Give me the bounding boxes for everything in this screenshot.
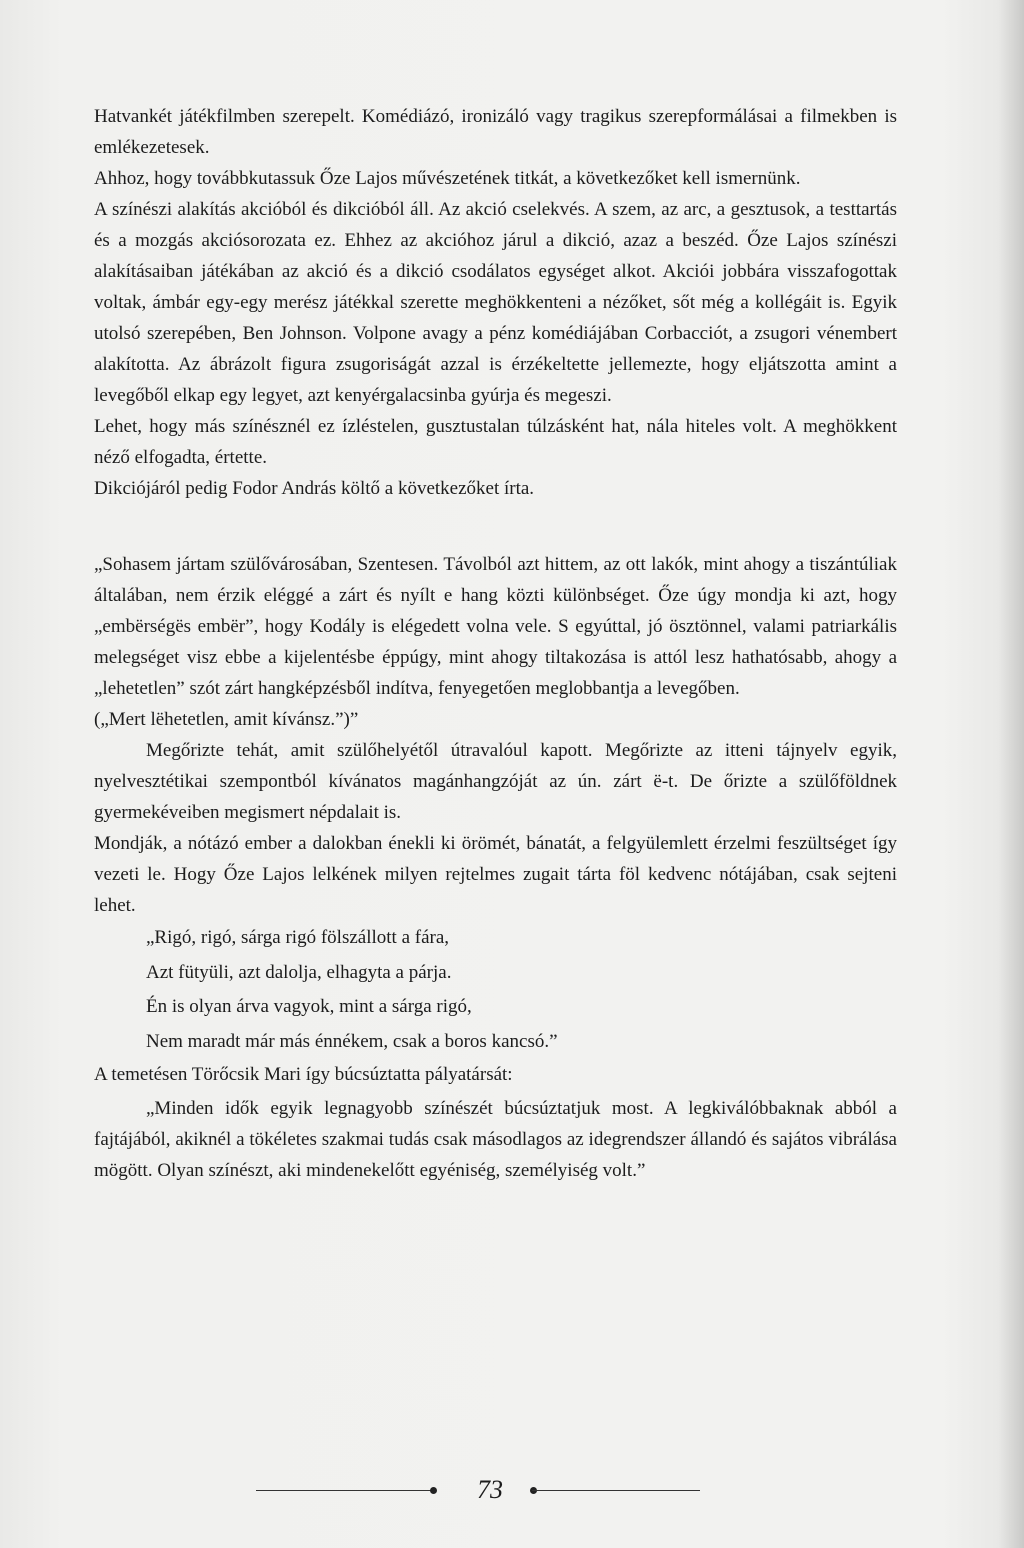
paragraph-6: Megőrizte tehát, amit szülőhelyétől útravalóul kapott. Megőrizte az itteni tájnyelv egyik, nyelvesztétikai szempontból kívánatos magánhangzóját az ún. zárt ë-t. De őrizte a szülőföldnek gyermekéveiben megismert népdalait is. xyxy=(94,740,897,823)
quotation-fodor: „Sohasem jártam szülővárosában, Szentesen. Távolból azt hittem, az ott lakók, mint ahogy a tiszántúliak általában, nem érzik eléggé a zárt és nyílt e hang közti különbséget. Őze úgy mondja ki azt, hogy „embërségës embër”, hogy Kodály is elégedett volna vele. S egyúttal, jó ösztönnel, valami patriarkális melegséget visz ebbe a kijelentésbe éppúgy, mint ahogy tiltakozása is attól lesz hathatósabb, ahogy a „lehetetlen” szót zárt hangképzésből indítva, fenyegetően meglobbantja a levegőben. xyxy=(94,554,897,699)
poem-line-4: Nem maradt már más énnékem, csak a boros kancsó.” xyxy=(146,1030,558,1052)
poem-line-1: „Rigó, rigó, sárga rigó fölszállott a fára, xyxy=(146,927,450,948)
quotation-torocsik: „Minden idők egyik legnagyobb színészét búcsúztatjuk most. A legkiválóbbaknak abból a fajtájából, akiknél a tökéletes szakmai tudás csak másodlagos az idegrendszer állandó és sajátos vibrálása mögött. Olyan színészt, aki mindenekelőtt egyéniség, személyiség volt.” xyxy=(94,1098,897,1181)
paragraph-5: Dikciójáról pedig Fodor András költő a következőket írta. xyxy=(94,478,535,499)
paragraph-1: Hatvankét játékfilmben szerepelt. Komédiázó, ironizáló vagy tragikus szerepformálásai a filmekben is emlékezetesek. xyxy=(94,106,897,158)
footer-rule-left xyxy=(256,1490,434,1491)
paragraph-3: A színészi alakítás akcióból és dikcióból áll. Az akció cselekvés. A szem, az arc, a gesztusok, a testtartás és a mozgás akciósorozata ez. Ehhez az akcióhoz járul a dikció, azaz a beszéd. Őze Lajos színészi alakításaiban játékában az akció és a dikció csodálatos egységet alkot. Akciói jobbára visszafogottak voltak, ámbár egy-egy merész játékkal szerette meghökkenteni a nézőket, sőt még a kollégáit is. Egyik utolsó szerepében, Ben Johnson. Volpone avagy a pénz komédiájában Corbacciót, a zsugori vénembert alakította. Az ábrázolt figura zsugoriságát azzal is érzékeltette jellemezte, hogy eljátszotta amint a levegőből elkap egy legyet, azt kenyérgalacsinba gyúrja és megeszi. xyxy=(94,199,897,406)
poem-line-2: Azt fütyüli, azt dalolja, elhagyta a párja. xyxy=(146,961,452,983)
paragraph-2: Ahhoz, hogy továbbkutassuk Őze Lajos művészetének titkát, a következőket kell ismernünk. xyxy=(94,168,801,189)
poem-line-3: Én is olyan árva vagyok, mint a sárga rigó, xyxy=(146,996,472,1017)
quotation-example: („Mert lëhetetlen, amit kívánsz.”)” xyxy=(94,709,359,730)
blank-line xyxy=(94,504,897,535)
paragraph-7: Mondják, a nótázó ember a dalokban énekli ki örömét, bánatát, a felgyülemlett érzelmi feszültséget így vezeti le. Hogy Őze Lajos lelkének milyen rejtelmes zugait tárta föl kedvenc nótájában, csak sejteni lehet. xyxy=(94,833,897,916)
page-footer xyxy=(0,1472,1024,1512)
page-edge-shadow xyxy=(998,0,1024,1548)
footer-dot-left xyxy=(430,1487,437,1494)
footer-rule-right xyxy=(532,1490,700,1491)
paragraph-4: Lehet, hogy más színésznél ez ízléstelen, gusztustalan túlzásként hat, nála hiteles volt. A meghökkent néző elfogadta, értette. xyxy=(94,416,897,468)
page-number: 73 xyxy=(477,1475,503,1504)
paragraph-8: A temetésen Törőcsik Mari így búcsúztatta pályatársát: xyxy=(94,1064,513,1085)
page-text xyxy=(94,101,897,1186)
folk-song-quote xyxy=(94,921,897,1059)
